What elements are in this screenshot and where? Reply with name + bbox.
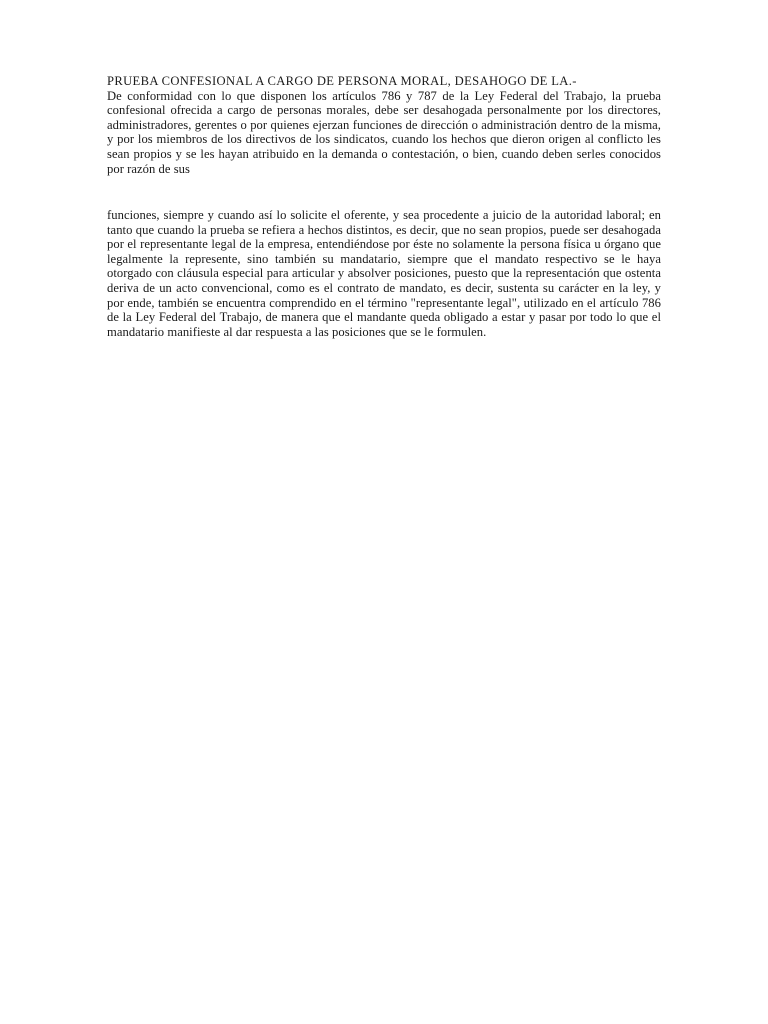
document-heading: PRUEBA CONFESIONAL A CARGO DE PERSONA MORAL, DESAHOGO DE LA.-	[107, 74, 577, 88]
paragraph-2: funciones, siempre y cuando así lo solicite el oferente, y sea procedente a juicio de la autoridad laboral; en tanto que cuando la prueba se refiera a hechos distintos, es decir, que no sean propios, puede ser desahogada por el representante legal de la empresa, entendiéndose por éste no solamente la persona física u órgano que legalmente la represente, sino también su mandatario, siempre que el mandato respectivo se le haya otorgado con cláusula especial para articular y absolver posiciones, puesto que la representación que ostenta deriva de un acto convencional, como es el contrato de mandato, es decir, sustenta su carácter en la ley, y por ende, también se encuentra comprendido en el término "representante legal", utilizado en el artículo 786 de la Ley Federal del Trabajo, de manera que el mandante queda obligado a estar y pasar por todo lo que el mandatario manifieste al dar respuesta a las posiciones que se le formulen.	[107, 208, 661, 339]
paragraph-1-body: De conformidad con lo que disponen los artículos 786 y 787 de la Ley Federal del Trabajo, la prueba confesional ofrecida a cargo de personas morales, debe ser desahogada personalmente por los directores, administradores, gerentes o por quienes ejerzan funciones de dirección o administración dentro de la misma, y por los miembros de los directivos de los sindicatos, cuando los hechos que dieron origen al conflicto les sean propios y se les hayan atribuido en la demanda o contestación, o bien, cuando deben serles conocidos por razón de sus	[107, 88, 661, 176]
paragraph-1	[107, 74, 661, 176]
